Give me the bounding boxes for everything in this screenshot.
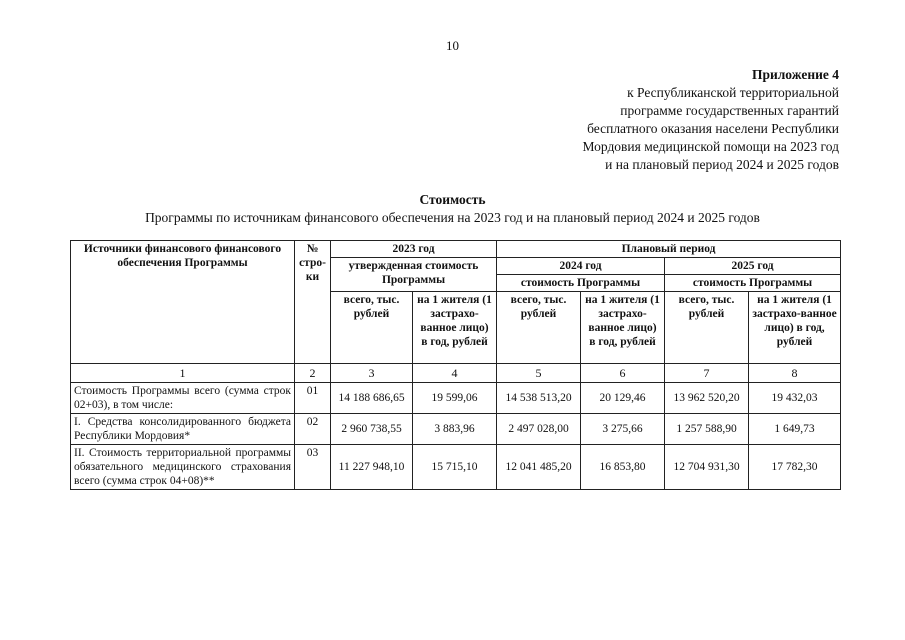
row-code: 02 — [295, 414, 331, 445]
header-total-2025: всего, тыс. рублей — [665, 292, 749, 364]
cell-total-2023: 11 227 948,10 — [331, 445, 413, 490]
cell-total-2025: 13 962 520,20 — [665, 383, 749, 414]
row-code: 01 — [295, 383, 331, 414]
cell-per-capita-2024: 16 853,80 — [581, 445, 665, 490]
annex-line: к Республиканской территориальной — [627, 85, 839, 100]
table-row — [71, 383, 841, 414]
annex-block — [582, 66, 839, 174]
column-number: 5 — [497, 364, 581, 383]
cell-per-capita-2023: 3 883,96 — [413, 414, 497, 445]
table-row — [71, 445, 841, 490]
header-total-2024: всего, тыс. рублей — [497, 292, 581, 364]
header-per-capita-2023: на 1 жителя (1 застрахо-ванное лицо) в год, рублей — [413, 292, 497, 364]
column-number: 7 — [665, 364, 749, 383]
cell-per-capita-2025: 19 432,03 — [749, 383, 841, 414]
header-row-number: № стро-ки — [295, 241, 331, 364]
column-number: 4 — [413, 364, 497, 383]
cell-per-capita-2025: 1 649,73 — [749, 414, 841, 445]
column-number: 1 — [71, 364, 295, 383]
cell-total-2025: 12 704 931,30 — [665, 445, 749, 490]
row-label: Стоимость Программы всего (сумма строк 02+03), в том числе: — [71, 383, 295, 414]
cell-per-capita-2025: 17 782,30 — [749, 445, 841, 490]
cell-total-2023: 2 960 738,55 — [331, 414, 413, 445]
header-source: Источники финансового финансового обеспечения Программы — [71, 241, 295, 364]
row-code: 03 — [295, 445, 331, 490]
header-program-cost-2024: стоимость Программы — [497, 275, 665, 292]
header-2025: 2025 год — [665, 258, 841, 275]
page-number: 10 — [446, 38, 459, 53]
column-number: 2 — [295, 364, 331, 383]
document-subtitle: Программы по источникам финансового обеспечения на 2023 год и на плановый период 2024 и 2025 годов — [145, 210, 760, 225]
cell-total-2024: 12 041 485,20 — [497, 445, 581, 490]
column-number: 3 — [331, 364, 413, 383]
cell-per-capita-2024: 20 129,46 — [581, 383, 665, 414]
row-label: II. Стоимость территориальной программы обязательного медицинского страхования всего (сумма строк 04+08)** — [71, 445, 295, 490]
annex-line: Мордовия медицинской помощи на 2023 год — [582, 139, 839, 154]
cost-table — [70, 240, 841, 490]
cell-per-capita-2023: 15 715,10 — [413, 445, 497, 490]
header-program-cost-2025: стоимость Программы — [665, 275, 841, 292]
annex-line: программе государственных гарантий — [620, 103, 839, 118]
table-row — [71, 414, 841, 445]
cell-total-2023: 14 188 686,65 — [331, 383, 413, 414]
annex-line: и на плановый период 2024 и 2025 годов — [605, 157, 839, 172]
header-approved-cost: утвержденная стоимость Программы — [331, 258, 497, 292]
cell-total-2024: 14 538 513,20 — [497, 383, 581, 414]
column-number: 8 — [749, 364, 841, 383]
header-total-2023: всего, тыс. рублей — [331, 292, 413, 364]
annex-line: бесплатного оказания населени Республики — [587, 121, 839, 136]
header-planned-period: Плановый период — [497, 241, 841, 258]
header-2023: 2023 год — [331, 241, 497, 258]
cell-total-2025: 1 257 588,90 — [665, 414, 749, 445]
header-per-capita-2024: на 1 жителя (1 застрахо-ванное лицо) в год, рублей — [581, 292, 665, 364]
annex-heading: Приложение 4 — [751, 67, 839, 82]
document-title: Стоимость — [419, 192, 486, 207]
column-number: 6 — [581, 364, 665, 383]
cell-total-2024: 2 497 028,00 — [497, 414, 581, 445]
row-label: I. Средства консолидированного бюджета Республики Мордовия* — [71, 414, 295, 445]
header-per-capita-2025: на 1 жителя (1 застрахо-ванное лицо) в год, рублей — [749, 292, 841, 364]
cell-per-capita-2023: 19 599,06 — [413, 383, 497, 414]
header-2024: 2024 год — [497, 258, 665, 275]
column-number-row — [71, 364, 841, 383]
cell-per-capita-2024: 3 275,66 — [581, 414, 665, 445]
